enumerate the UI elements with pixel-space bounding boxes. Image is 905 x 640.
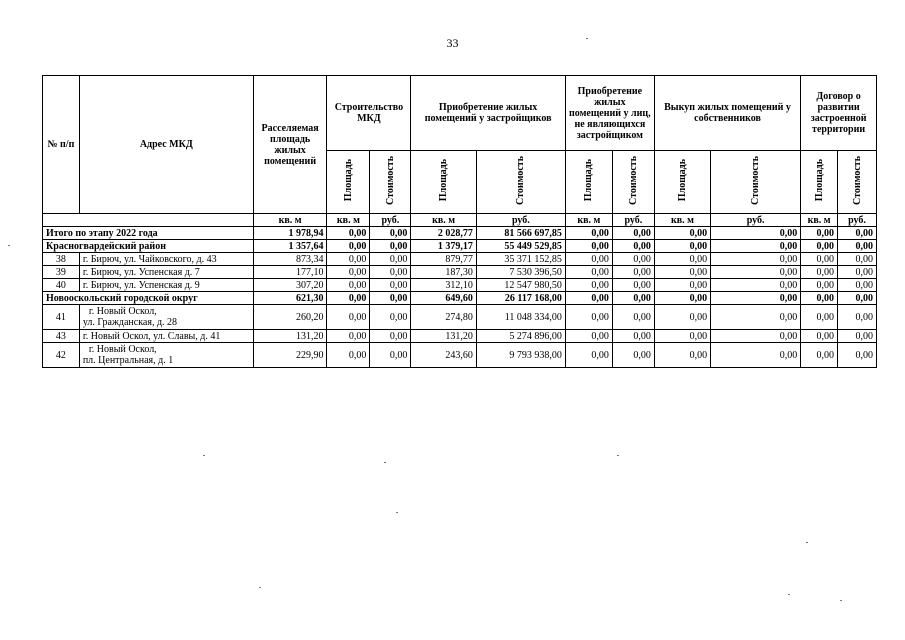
unit-cell: кв. м: [411, 214, 476, 227]
row-label: Красногвардейский район: [43, 240, 254, 253]
value-cell: 0,00: [711, 292, 801, 305]
header-purchase-nondev: Приобретение жилых помещений у лиц, не являющихся застройщиком: [565, 76, 654, 151]
value-cell: 0,00: [612, 253, 654, 266]
row-address: г. Бирюч, ул. Успенская д. 9: [79, 279, 253, 292]
row-address: г. Бирюч, ул. Чайковского, д. 43: [79, 253, 253, 266]
value-cell: 0,00: [711, 330, 801, 343]
value-cell: 9 793 938,00: [476, 343, 565, 368]
district-row: [43, 240, 877, 253]
value-cell: 0,00: [801, 305, 838, 330]
value-cell: 0,00: [654, 330, 710, 343]
value-cell: 0,00: [370, 305, 411, 330]
value-cell: 0,00: [370, 240, 411, 253]
value-cell: 0,00: [370, 330, 411, 343]
row-address: г. Новый Оскол, ул. Славы, д. 41: [79, 330, 253, 343]
header-contract: Договор о развитии застроенной территории: [801, 76, 877, 151]
row-number: 39: [43, 266, 80, 279]
value-cell: 873,34: [253, 253, 327, 266]
value-cell: 0,00: [612, 292, 654, 305]
value-cell: 0,00: [565, 227, 612, 240]
table-row: [43, 266, 877, 279]
value-cell: 0,00: [711, 266, 801, 279]
value-cell: 274,80: [411, 305, 476, 330]
value-cell: 0,00: [327, 279, 370, 292]
value-cell: 1 978,94: [253, 227, 327, 240]
value-cell: 0,00: [654, 240, 710, 253]
units-blank: [43, 214, 254, 227]
value-cell: 81 566 697,85: [476, 227, 565, 240]
address-line: ул. Гражданская, д. 28: [82, 317, 178, 328]
sub-cost-construction: Стоимость: [370, 151, 411, 214]
value-cell: 0,00: [327, 227, 370, 240]
row-number: 43: [43, 330, 80, 343]
value-cell: 0,00: [327, 330, 370, 343]
value-cell: 0,00: [654, 227, 710, 240]
value-cell: 0,00: [327, 266, 370, 279]
sub-cost-buyout: Стоимость: [711, 151, 801, 214]
value-cell: 0,00: [654, 343, 710, 368]
value-cell: 0,00: [370, 343, 411, 368]
value-cell: 0,00: [565, 253, 612, 266]
value-cell: 0,00: [370, 292, 411, 305]
scan-speck: [384, 462, 386, 463]
value-cell: 0,00: [801, 292, 838, 305]
row-number: 42: [43, 343, 80, 368]
value-cell: 0,00: [327, 240, 370, 253]
value-cell: 0,00: [801, 330, 838, 343]
value-cell: 12 547 980,50: [476, 279, 565, 292]
sub-area-contract: Площадь: [801, 151, 838, 214]
unit-cell: руб.: [370, 214, 411, 227]
value-cell: 0,00: [838, 253, 877, 266]
value-cell: 7 530 396,50: [476, 266, 565, 279]
unit-cell: руб.: [476, 214, 565, 227]
scan-speck: [788, 594, 790, 595]
value-cell: 229,90: [253, 343, 327, 368]
value-cell: 26 117 168,00: [476, 292, 565, 305]
value-cell: 0,00: [838, 279, 877, 292]
value-cell: 11 048 334,00: [476, 305, 565, 330]
scan-speck: [806, 542, 808, 543]
value-cell: 0,00: [612, 305, 654, 330]
table-row: [43, 305, 877, 330]
value-cell: 0,00: [711, 253, 801, 266]
value-cell: 131,20: [411, 330, 476, 343]
value-cell: 0,00: [327, 253, 370, 266]
value-cell: 0,00: [711, 279, 801, 292]
value-cell: 35 371 152,85: [476, 253, 565, 266]
header-row-main: [43, 76, 877, 151]
total-row: [43, 227, 877, 240]
value-cell: 0,00: [370, 266, 411, 279]
value-cell: 1 379,17: [411, 240, 476, 253]
unit-cell: кв. м: [327, 214, 370, 227]
value-cell: 0,00: [565, 240, 612, 253]
value-cell: 0,00: [565, 330, 612, 343]
district-row: [43, 292, 877, 305]
value-cell: 0,00: [612, 240, 654, 253]
value-cell: 0,00: [565, 292, 612, 305]
value-cell: 0,00: [370, 253, 411, 266]
scan-speck: [617, 455, 619, 456]
value-cell: 0,00: [327, 292, 370, 305]
value-cell: 0,00: [801, 253, 838, 266]
value-cell: 0,00: [838, 240, 877, 253]
value-cell: 0,00: [711, 240, 801, 253]
value-cell: 649,60: [411, 292, 476, 305]
value-cell: 0,00: [801, 266, 838, 279]
address-line: пл. Центральная, д. 1: [82, 355, 174, 366]
value-cell: 0,00: [565, 343, 612, 368]
unit-cell: руб.: [612, 214, 654, 227]
value-cell: 0,00: [327, 343, 370, 368]
value-cell: 0,00: [838, 292, 877, 305]
row-number: 40: [43, 279, 80, 292]
scan-speck: [396, 512, 398, 513]
value-cell: 0,00: [565, 305, 612, 330]
scan-speck: [840, 600, 842, 601]
address-line: г. Новый Оскол,: [88, 306, 157, 317]
sub-cost-purchase-dev: Стоимость: [476, 151, 565, 214]
address-line: г. Новый Оскол,: [88, 344, 157, 355]
table-row: [43, 343, 877, 368]
value-cell: 307,20: [253, 279, 327, 292]
value-cell: 0,00: [370, 227, 411, 240]
value-cell: 5 274 896,00: [476, 330, 565, 343]
value-cell: 0,00: [838, 343, 877, 368]
value-cell: 55 449 529,85: [476, 240, 565, 253]
value-cell: 0,00: [801, 279, 838, 292]
page-number: 33: [446, 36, 459, 50]
value-cell: 1 357,64: [253, 240, 327, 253]
sub-cost-purchase-nondev: Стоимость: [612, 151, 654, 214]
value-cell: 0,00: [838, 330, 877, 343]
value-cell: 0,00: [838, 227, 877, 240]
sub-area-buyout: Площадь: [654, 151, 710, 214]
table-row: [43, 253, 877, 266]
value-cell: 0,00: [654, 253, 710, 266]
value-cell: 621,30: [253, 292, 327, 305]
resettlement-table: [42, 75, 877, 368]
scan-speck: [259, 587, 261, 588]
header-buyout: Выкуп жилых помещений у собственников: [654, 76, 800, 151]
value-cell: 0,00: [801, 227, 838, 240]
value-cell: 0,00: [612, 343, 654, 368]
value-cell: 2 028,77: [411, 227, 476, 240]
row-number: 38: [43, 253, 80, 266]
value-cell: 243,60: [411, 343, 476, 368]
table-row: [43, 279, 877, 292]
value-cell: 312,10: [411, 279, 476, 292]
value-cell: 879,77: [411, 253, 476, 266]
value-cell: 0,00: [654, 305, 710, 330]
value-cell: 0,00: [612, 330, 654, 343]
value-cell: 0,00: [801, 343, 838, 368]
value-cell: 260,20: [253, 305, 327, 330]
scan-speck: [203, 455, 205, 456]
row-label: Итого по этапу 2022 года: [43, 227, 254, 240]
table-row: [43, 330, 877, 343]
sub-area-purchase-dev: Площадь: [411, 151, 476, 214]
value-cell: 0,00: [370, 279, 411, 292]
header-purchase-dev: Приобретение жилых помещений у застройщиков: [411, 76, 566, 151]
value-cell: 187,30: [411, 266, 476, 279]
value-cell: 0,00: [654, 279, 710, 292]
value-cell: 0,00: [565, 266, 612, 279]
unit-cell: руб.: [838, 214, 877, 227]
value-cell: 0,00: [654, 292, 710, 305]
value-cell: 177,10: [253, 266, 327, 279]
unit-cell: руб.: [711, 214, 801, 227]
row-address: г. Бирюч, ул. Успенская д. 7: [79, 266, 253, 279]
row-number: 41: [43, 305, 80, 330]
value-cell: 0,00: [801, 240, 838, 253]
value-cell: 0,00: [565, 279, 612, 292]
sub-area-purchase-nondev: Площадь: [565, 151, 612, 214]
unit-cell: кв. м: [253, 214, 327, 227]
value-cell: 0,00: [327, 305, 370, 330]
header-area: Расселяемая площадь жилых помещений: [253, 76, 327, 214]
unit-cell: кв. м: [565, 214, 612, 227]
value-cell: 0,00: [711, 305, 801, 330]
value-cell: 0,00: [838, 266, 877, 279]
row-label: Новооскольский городской округ: [43, 292, 254, 305]
unit-cell: кв. м: [654, 214, 710, 227]
value-cell: 131,20: [253, 330, 327, 343]
scan-speck: [586, 38, 588, 39]
scan-speck: [8, 245, 10, 246]
sub-cost-contract: Стоимость: [838, 151, 877, 214]
value-cell: 0,00: [711, 227, 801, 240]
row-address: [79, 305, 253, 330]
header-address: Адрес МКД: [79, 76, 253, 214]
sub-area-construction: Площадь: [327, 151, 370, 214]
value-cell: 0,00: [612, 279, 654, 292]
value-cell: 0,00: [654, 266, 710, 279]
value-cell: 0,00: [612, 227, 654, 240]
value-cell: 0,00: [612, 266, 654, 279]
value-cell: 0,00: [838, 305, 877, 330]
row-address: [79, 343, 253, 368]
header-num: № п/п: [43, 76, 80, 214]
value-cell: 0,00: [711, 343, 801, 368]
units-row: [43, 214, 877, 227]
unit-cell: кв. м: [801, 214, 838, 227]
header-construction: Строительство МКД: [327, 76, 411, 151]
